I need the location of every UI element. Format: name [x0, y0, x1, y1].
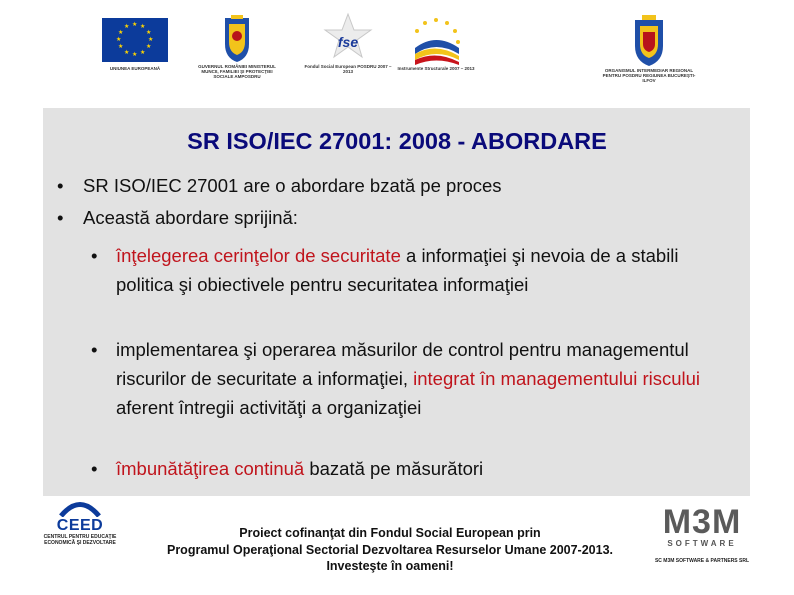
highlight-text: înţelegerea cerinţelor de securitate — [116, 245, 401, 266]
structural-instruments-caption: Instrumente Structurale 2007 – 2013 — [397, 66, 475, 71]
eu-logo — [100, 18, 170, 71]
sub-bullet-text — [116, 454, 726, 483]
m3m-caption: SC M3M SOFTWARE & PARTNERS SRL — [654, 558, 750, 564]
structural-instruments-logo — [397, 14, 475, 71]
plain-text: aferent întregii activităţi a organizaţiei — [116, 397, 422, 418]
bullet-text: SR ISO/IEC 27001 are o abordare bzată pe proces — [83, 175, 502, 196]
footer-line: Proiect cofinanţat din Fondul Social European prin — [239, 526, 541, 540]
m3m-logo — [650, 505, 754, 565]
ceed-arc-icon — [57, 499, 103, 517]
content-panel — [43, 108, 750, 496]
m3m-software-text: SOFTWARE — [667, 539, 737, 548]
fse-logo — [303, 12, 393, 74]
regional-body-logo — [597, 14, 701, 83]
bullet-text: Această abordare sprijină: — [83, 207, 298, 228]
government-logo — [192, 14, 282, 79]
government-logo-caption: GUVERNUL ROMÂNIEI MINISTERUL MUNCII, FAMILIEI ŞI PROTECŢIEI SOCIALE AMPOSDRU — [198, 64, 276, 79]
footer-line: Investeşte în oameni! — [326, 559, 454, 573]
ceed-caption: CENTRUL PENTRU EDUCAŢIE ECONOMICĂ ŞI DEZVOLTARE — [43, 534, 117, 546]
footer-line: Programul Operaţional Sectorial Dezvoltarea Resurselor Umane 2007-2013. — [166, 542, 614, 557]
structural-instruments-icon — [407, 14, 465, 66]
sub-bullet-marker: • — [91, 339, 98, 360]
plain-text: bazată pe măsurători — [304, 458, 484, 479]
plain-text: a informaţiei şi nevoia de a stabili politica şi obiectivele pentru securitatea informaţiei — [116, 245, 679, 295]
slide-title: SR ISO/IEC 27001: 2008 - ABORDARE — [187, 128, 607, 154]
highlight-text: integrat în managementului riscului — [413, 368, 701, 389]
regional-body-caption: ORGANISMUL INTERMEDIAR REGIONAL PENTRU POSDRU REGIUNEA BUCUREŞTI-ILFOV — [602, 68, 696, 83]
fse-logo-caption: Fondul Social European POSDRU 2007 – 2013 — [304, 64, 392, 74]
bullet-marker: • — [57, 207, 64, 228]
sub-bullet-text — [116, 335, 726, 422]
sub-bullet-text — [116, 241, 726, 299]
eu-logo-caption: UNIUNEA EUROPEANĂ — [109, 66, 161, 71]
ceed-logo — [40, 499, 120, 546]
bullet-marker: • — [57, 175, 64, 196]
footer-text — [130, 525, 650, 575]
sub-bullet-marker: • — [91, 245, 98, 266]
eu-flag-icon: ★ ★ ★ ★ ★ ★ ★ ★ ★ ★ ★ ★ — [102, 18, 168, 62]
sub-bullet-marker: • — [91, 458, 98, 479]
highlight-text: îmbunătăţirea continuă — [116, 458, 305, 479]
m3m-logo-text: M3M — [662, 503, 742, 541]
romania-coat-of-arms-icon — [219, 14, 255, 64]
plain-text: implementarea şi operarea măsurilor de control pentru managementul riscurilor de securitate a informaţiei, — [116, 339, 689, 389]
fse-logo-text: fse — [337, 34, 359, 50]
regional-coat-of-arms-icon — [629, 14, 669, 68]
ceed-logo-text: CEED — [56, 517, 104, 534]
